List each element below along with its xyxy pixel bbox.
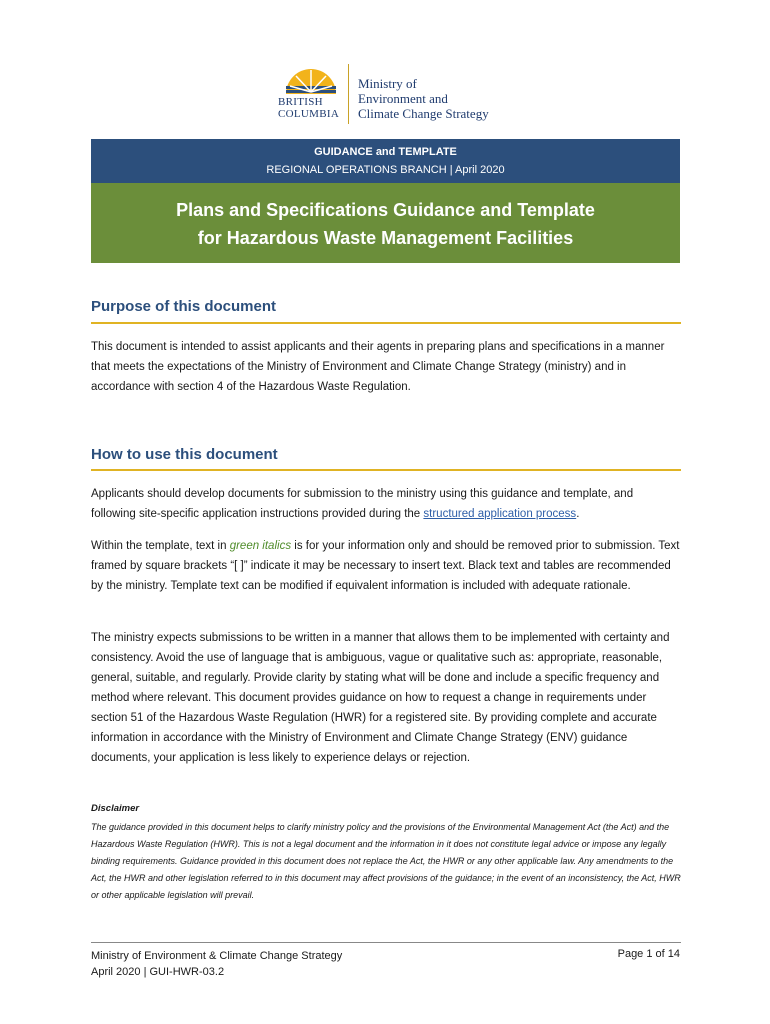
purpose-rule	[91, 322, 681, 324]
bc-wordmark-line2: COLUMBIA	[278, 108, 340, 120]
ministry-line2: Environment and	[358, 91, 448, 106]
ministry-line1: Ministry of	[358, 76, 417, 91]
disclaimer-text: The guidance provided in this document helps to clarify ministry policy and the provisions of the Environmental Management Act (the Act) and the Hazardous Waste Regulation (HWR). This is not a legal document and the information in it does not constitute legal advice or impose any legally binding requirements. Guidance provided in this document does not replace the Act, the HWR or any other applicable law. Any amendments to the Act, the HWR and other legislation referred to in this document may affect provisions of the guidance; in the event of an inconsistency, the Act, HWR or other applicable legislation will prevail.	[91, 822, 681, 900]
bc-logo	[276, 62, 506, 128]
banner-label-sub: REGIONAL OPERATIONS BRANCH | April 2020	[266, 164, 505, 176]
bc-wordmark-line1: BRITISH	[278, 96, 323, 108]
howto-paragraph-2	[91, 536, 681, 596]
footer-ministry: Ministry of Environment & Climate Change Strategy	[91, 950, 343, 962]
purpose-text: This document is intended to assist applicants and their agents in preparing plans and specifications in a manner that meets the expectations of the Ministry of Environment and Climate Change Strategy (ministry) and in accordance with section 4 of the Hazardous Waste Regulation.	[91, 341, 665, 393]
howto-p1-post: .	[576, 508, 580, 520]
bc-wordmark	[278, 96, 339, 120]
ministry-line3: Climate Change Strategy	[358, 106, 489, 121]
howto-paragraph-3: The ministry expects submissions to be written in a manner that allows them to be implemented with certainty and consistency. Avoid the use of language that is ambiguous, vague or qualitative such as: appropriate, reasonable, general, suitable, and regularly. Provide clarity by stating what will be done and include a specific frequency and method where relevant. This document provides guidance on how to request a change in requirements under section 51 of the Hazardous Waste Regulation (HWR) for a registered site. By providing complete and accurate information in accordance with the Ministry of Environment and Climate Change Strategy (ENV) guidance documents, your application is less likely to experience delays or rejection.	[91, 632, 670, 764]
howto-heading: How to use this document	[91, 446, 278, 463]
footer-doc-id: April 2020 | GUI-HWR-03.2	[91, 966, 225, 978]
disclaimer-heading: Disclaimer	[91, 803, 140, 814]
howto-p1-pre: Applicants should develop documents for submission to the ministry using this guidance and template, and following site-specific application instructions provided during the	[91, 488, 634, 520]
footer-rule	[91, 942, 681, 943]
logo-divider	[348, 64, 349, 124]
title-line1: Plans and Specifications Guidance and Template	[176, 200, 595, 220]
howto-paragraph-1	[91, 484, 681, 524]
document-title	[91, 196, 680, 252]
title-line2: for Hazardous Waste Management Facilities	[197, 228, 574, 248]
howto-p2-post: is for your information only and should be removed prior to submission. Text framed by square brackets “[ ]” indicate it may be necessary to insert text. Black text and tables are recommended by the ministry. Template text can be modified if equivalent information is included with adequate rationale.	[91, 540, 680, 592]
green-italics-example: green italics	[229, 540, 292, 552]
purpose-heading: Purpose of this document	[91, 298, 277, 315]
banner-title	[91, 183, 680, 263]
banner-label	[91, 139, 680, 183]
howto-rule	[91, 469, 681, 471]
banner-label-title: GUIDANCE and TEMPLATE	[314, 146, 457, 158]
howto-p2-pre: Within the template, text in	[91, 540, 230, 552]
structured-application-process-link[interactable]: structured application process	[423, 508, 577, 520]
ministry-name	[358, 76, 489, 121]
footer-left	[91, 948, 342, 980]
page-number: Page 1 of 14	[617, 948, 680, 960]
